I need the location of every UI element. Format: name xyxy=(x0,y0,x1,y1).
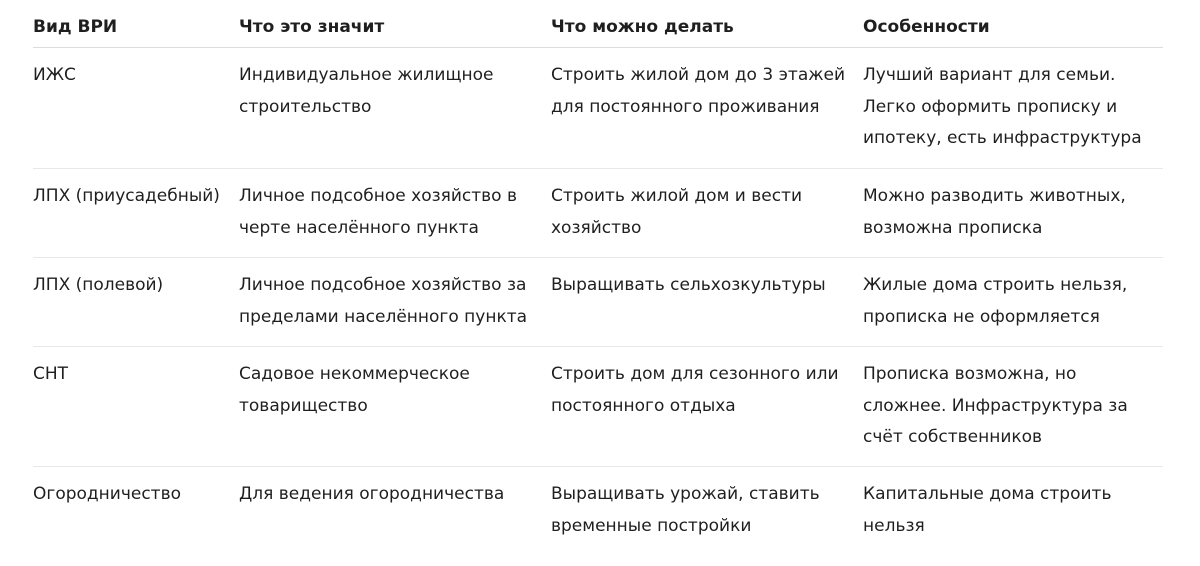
table-cell: Индивидуальное жилищное строительство xyxy=(239,65,494,117)
table-cell: Строить жилой дом до 3 этажей для постоянного проживания xyxy=(551,65,846,117)
table-row xyxy=(33,169,1163,258)
table-cell: Для ведения огородничества xyxy=(239,484,505,504)
table-cell: Огородничество xyxy=(33,484,181,504)
table-cell: Выращивать урожай, ставить временные постройки xyxy=(551,484,820,536)
table-cell: Можно разводить животных, возможна прописка xyxy=(863,186,1126,238)
header-cell-allowed: Что можно делать xyxy=(551,17,734,37)
table-cell: ИЖС xyxy=(33,65,76,85)
table-cell: Капитальные дома строить нельзя xyxy=(863,484,1112,536)
table-cell: Личное подсобное хозяйство за пределами населённого пункта xyxy=(239,275,528,327)
table-row xyxy=(33,347,1163,467)
table-cell: Выращивать сельхозкультуры xyxy=(551,275,826,295)
table-cell: Строить дом для сезонного или постоянного отдыха xyxy=(551,364,839,416)
table-cell: Лучший вариант для семьи. Легко оформить прописку и ипотеку, есть инфраструктура xyxy=(863,65,1142,148)
table-header-row xyxy=(33,0,1163,48)
header-cell-meaning: Что это значит xyxy=(239,17,385,37)
table-row xyxy=(33,467,1163,566)
table-row xyxy=(33,48,1163,169)
table-cell: Личное подсобное хозяйство в черте населённого пункта xyxy=(239,186,518,238)
land-use-table xyxy=(33,0,1163,566)
table-cell: Строить жилой дом и вести хозяйство xyxy=(551,186,803,238)
table-cell: Садовое некоммерческое товарищество xyxy=(239,364,470,416)
table-cell: Прописка возможна, но сложнее. Инфраструктура за счёт собственников xyxy=(863,364,1128,447)
table-row xyxy=(33,258,1163,347)
table-cell: СНТ xyxy=(33,364,69,384)
header-cell-features: Особенности xyxy=(863,17,990,37)
header-cell-type: Вид ВРИ xyxy=(33,17,118,37)
table-cell: ЛПХ (приусадебный) xyxy=(33,186,220,206)
table-cell: ЛПХ (полевой) xyxy=(33,275,164,295)
table-cell: Жилые дома строить нельзя, прописка не оформляется xyxy=(863,275,1128,327)
